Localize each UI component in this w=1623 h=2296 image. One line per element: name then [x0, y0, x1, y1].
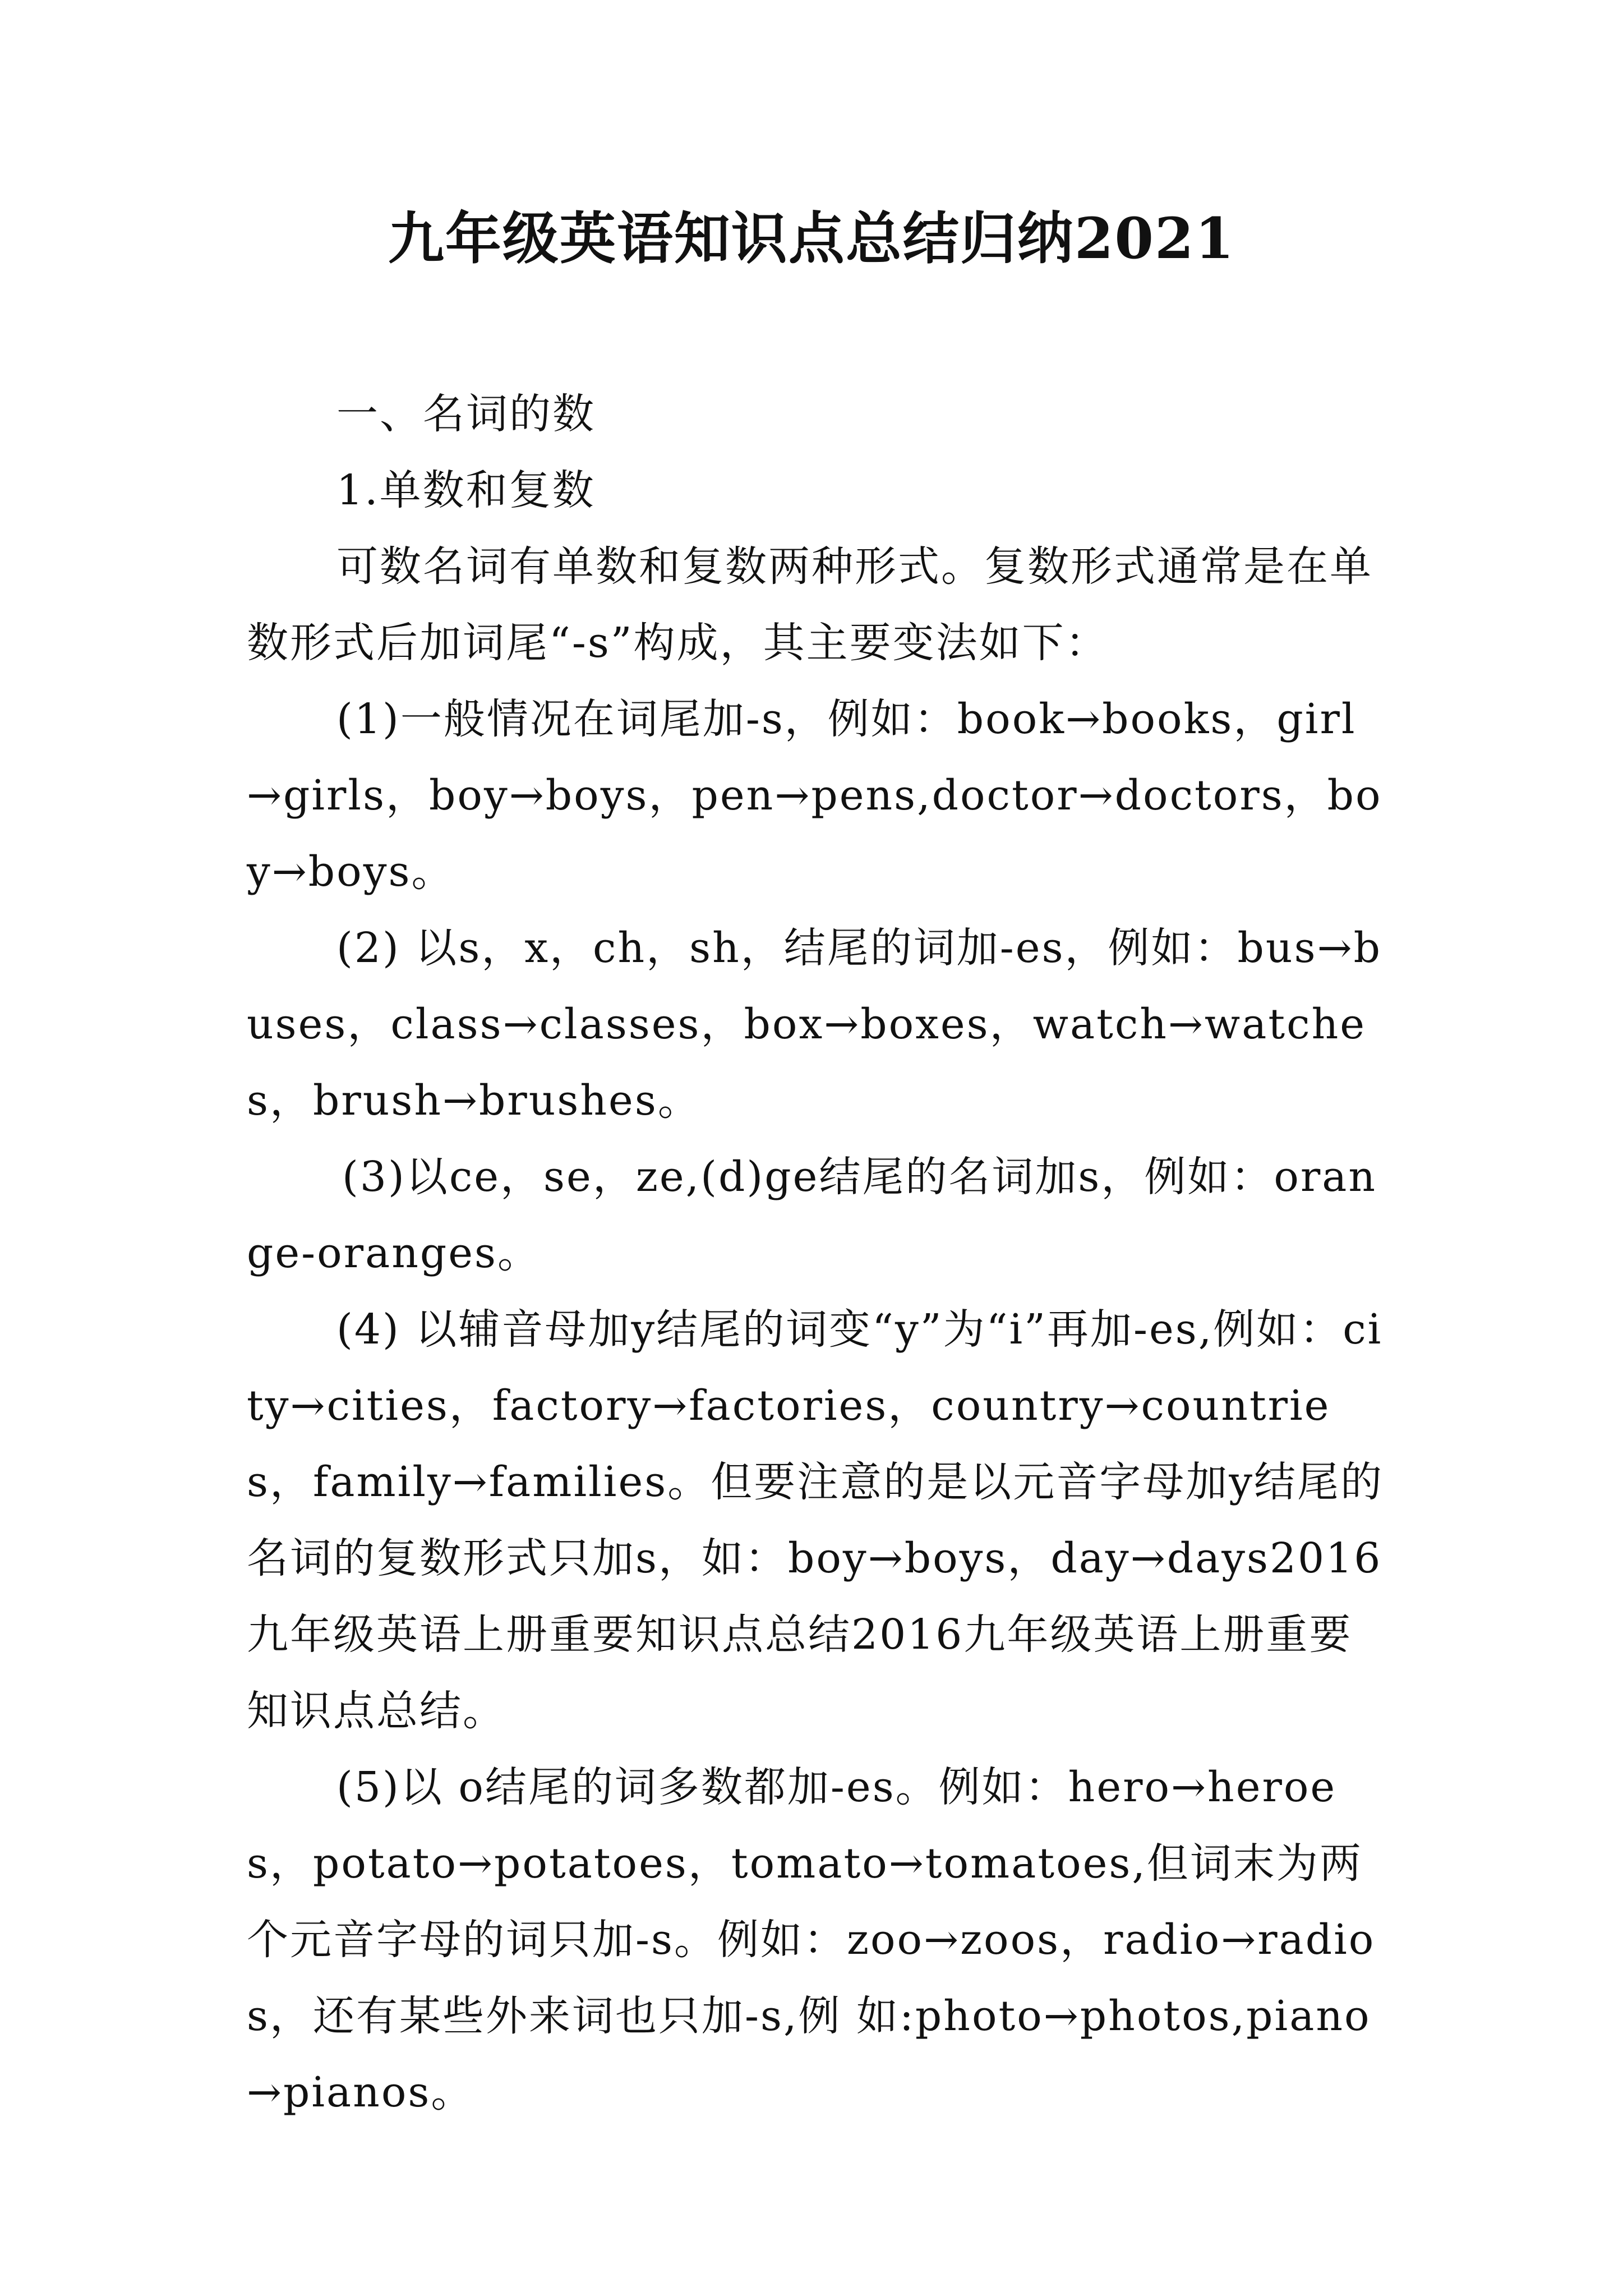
paragraph-intro: 可数名词有单数和复数两种形式。复数形式通常是在单数形式后加词尾“-s”构成，其主要变法如下：: [247, 542, 1373, 667]
document-body: [247, 376, 1385, 2131]
paragraph-rule-5: (5)以 o结尾的词多数都加-es。例如：hero→heroes，potato→potatoes，tomato→tomatoes,但词末为两个元音字母的词只加-s。例如：zoo→zoos，radio→radios，还有某些外来词也只加-s,例 如:photo→photos,piano→pianos。: [247, 1763, 1376, 2116]
paragraph-rule-1: (1)一般情况在词尾加-s，例如：book→books，girl→girls，boy→boys，pen→pens,doctor→doctors，boy→boys。: [247, 695, 1382, 896]
subsection-heading: 1.单数和复数: [336, 466, 596, 514]
paragraph-rule-4: (4) 以辅音母加y结尾的词变“y”为“i”再加-es,例如：city→cities，factory→factories，country→countries，family→families。但要注意的是以元音字母加y结尾的名词的复数形式只加s，如：boy→boys，day→days2016九年级英语上册重要知识点总结2016九年级英语上册重要知识点总结。: [247, 1305, 1384, 1735]
section-heading: 一、名词的数: [336, 390, 596, 438]
paragraph-rule-2: (2) 以s，x，ch，sh，结尾的词加-es，例如：bus→buses，class→classes，box→boxes，watch→watches，brush→brushes。: [247, 924, 1382, 1125]
document-title: 九年级英语知识点总结归纳2021: [388, 205, 1235, 272]
paragraph-rule-3: (3)以ce，se，ze,(d)ge结尾的名词加s，例如：orange-oranges。: [247, 1153, 1377, 1277]
